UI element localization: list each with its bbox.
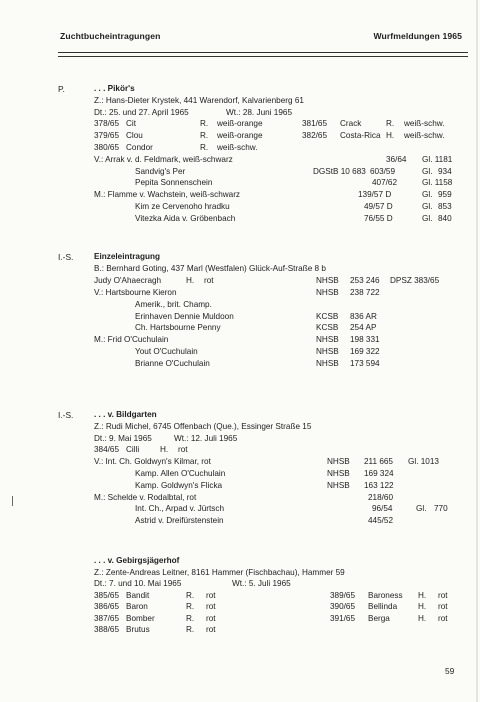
section-heading: . . . Pikör's bbox=[94, 84, 135, 93]
entry-text: Gl. bbox=[422, 202, 433, 211]
entry-text: Z.: Hans-Dieter Krystek, 441 Warendorf, Kalvarienberg 61 bbox=[94, 95, 304, 105]
entry-text: Sandvig's Per bbox=[135, 166, 186, 176]
entry-text: M.: Frid O'Cuchulain bbox=[94, 335, 169, 345]
entry-text: 163 122 bbox=[364, 480, 394, 490]
entry-text: V.: Hartsbourne Kieron bbox=[94, 287, 177, 297]
entry-text: KCSB bbox=[316, 311, 339, 321]
entry-text: 445/52 bbox=[368, 516, 394, 526]
entry-text: 169 322 bbox=[350, 347, 380, 357]
entry-text: H. bbox=[386, 131, 395, 141]
entry-text: R. bbox=[200, 131, 209, 141]
entry-text: 389/65 bbox=[330, 590, 356, 600]
header-rule-bottom bbox=[58, 56, 468, 57]
entry-text: Condor bbox=[126, 143, 153, 152]
entry-text: 384/65 bbox=[94, 445, 120, 455]
entry-text: Dt.: 7. und 10. Mai 1965 bbox=[94, 579, 182, 588]
entry-text: 238 722 bbox=[350, 287, 380, 297]
section-heading: . . . v. Bildgarten bbox=[94, 410, 157, 419]
entry-text: 603/59 bbox=[370, 166, 396, 176]
entry-text: Cilli bbox=[126, 445, 140, 455]
entry-text: NHSB bbox=[316, 359, 339, 369]
entry-text: NHSB bbox=[316, 335, 339, 345]
entry-text: R. bbox=[386, 119, 395, 129]
entry-text: DPSZ 383/65 bbox=[390, 275, 440, 285]
entry-text: 386/65 bbox=[94, 602, 120, 611]
entry-text: Brianne O'Cuchulain bbox=[135, 359, 210, 369]
entry-text: 853 bbox=[438, 202, 452, 211]
entry-text: R. bbox=[186, 590, 195, 600]
entry-text: Gl. bbox=[422, 213, 433, 223]
entry-text: 382/65 bbox=[302, 131, 328, 141]
entry-text: H. bbox=[418, 613, 427, 623]
entry-text: 173 594 bbox=[350, 359, 380, 369]
entry-text: 139/57 D bbox=[358, 190, 392, 200]
entry-text: 198 331 bbox=[350, 335, 380, 345]
entry-text: Cit bbox=[126, 119, 137, 129]
entry-text: Wt.: 12. Juli 1965 bbox=[174, 433, 238, 443]
entry-text: rot bbox=[206, 625, 216, 634]
entry-text: 934 bbox=[438, 166, 452, 176]
entry-text: Gl. 1181 bbox=[422, 154, 453, 164]
entry-text: Erinhaven Dennie Muldoon bbox=[135, 311, 234, 321]
section-tag: I.-S. bbox=[58, 410, 74, 420]
entry-text: Wt.: 28. Juni 1965 bbox=[226, 107, 292, 117]
entry-text: Baron bbox=[126, 602, 148, 611]
entry-text: Amerik., brit. Champ. bbox=[135, 299, 212, 309]
entry-text: 391/65 bbox=[330, 613, 356, 623]
entry-text: weiß-schw. bbox=[404, 119, 445, 129]
entry-text: 218/60 bbox=[368, 492, 394, 502]
entry-text: rot bbox=[206, 590, 216, 600]
entry-text: Vitezka Aida v. Gröbenbach bbox=[135, 213, 236, 223]
entry-text: 254 AP bbox=[350, 323, 377, 333]
entry-text: Pepita Sonnenschein bbox=[135, 178, 213, 188]
entry-text: H. bbox=[418, 602, 427, 611]
entry-text: weiß-schw. bbox=[404, 131, 445, 141]
entry-text: M.: Flamme v. Wachstein, weiß-schwarz bbox=[94, 190, 241, 200]
entry-text: weiß-schw. bbox=[217, 143, 258, 152]
entry-text: 76/55 D bbox=[364, 213, 393, 223]
section-heading: Einzeleintragung bbox=[94, 252, 160, 261]
entry-text: Dt.: 25. und 27. April 1965 bbox=[94, 107, 189, 117]
entry-text: 836 AR bbox=[350, 311, 377, 321]
entry-text: H. bbox=[160, 445, 169, 455]
entry-text: 840 bbox=[438, 213, 452, 223]
entry-text: Clou bbox=[126, 131, 143, 141]
entry-text: 390/65 bbox=[330, 602, 356, 611]
entry-text: 378/65 bbox=[94, 119, 120, 129]
entry-text: 770 bbox=[434, 504, 448, 514]
entry-text: Kamp. Allen O'Cuchulain bbox=[135, 469, 226, 478]
entry-text: Brutus bbox=[126, 625, 150, 634]
entry-text: 387/65 bbox=[94, 613, 120, 623]
entry-text: M.: Schelde v. Rodalbtal, rot bbox=[94, 492, 197, 502]
entry-text: H. bbox=[418, 590, 427, 600]
entry-text: Bandit bbox=[126, 590, 150, 600]
running-header-left: Zuchtbucheintragungen bbox=[60, 31, 161, 41]
section-tag: I.-S. bbox=[58, 252, 74, 262]
entry-text: B.: Bernhard Goting, 437 Marl (Westfalen) Glück-Auf-Straße 8 b bbox=[94, 263, 326, 273]
entry-text: Crack bbox=[340, 119, 362, 129]
entry-text: NHSB bbox=[316, 287, 339, 297]
entry-text: H. bbox=[186, 275, 195, 285]
entry-text: 407/62 bbox=[372, 178, 398, 188]
entry-text: Bomber bbox=[126, 613, 155, 623]
entry-text: weiß-orange bbox=[217, 131, 263, 141]
scan-edge bbox=[476, 0, 478, 702]
entry-text: Int. Ch., Arpad v. Jürtsch bbox=[135, 504, 225, 514]
entry-text: NHSB bbox=[316, 275, 339, 285]
entry-text: Kamp. Goldwyn's Flicka bbox=[135, 480, 223, 490]
entry-text: 253 246 bbox=[350, 275, 380, 285]
entry-text: DGStB 10 683 bbox=[313, 166, 366, 176]
entry-text: rot bbox=[438, 590, 448, 600]
entry-text: Baroness bbox=[368, 590, 403, 600]
entry-text: R. bbox=[200, 143, 209, 152]
entry-text: rot bbox=[438, 613, 448, 623]
entry-text: Astrid v. Dreifürstenstein bbox=[135, 516, 224, 526]
entry-text: NHSB bbox=[327, 480, 350, 490]
entry-text: rot bbox=[438, 602, 448, 611]
entry-text: R. bbox=[186, 625, 195, 634]
scan-margin-mark bbox=[12, 496, 13, 506]
entry-text: V.: Int. Ch. Goldwyn's Kilmar, rot bbox=[94, 457, 211, 467]
entry-text: Yout O'Cuchulain bbox=[135, 347, 198, 357]
section-heading: . . . v. Gebirgsjägerhof bbox=[94, 556, 180, 565]
entry-text: 388/65 bbox=[94, 625, 120, 634]
entry-text: V.: Arrak v. d. Feldmark, weiß-schwarz bbox=[94, 154, 233, 164]
entry-text: R. bbox=[186, 602, 195, 611]
entry-text: NHSB bbox=[327, 469, 350, 478]
entry-text: KCSB bbox=[316, 323, 339, 333]
entry-text: R. bbox=[186, 613, 195, 623]
entry-text: Gl. 1158 bbox=[422, 178, 453, 188]
entry-text: 959 bbox=[438, 190, 452, 200]
entry-text: 380/65 bbox=[94, 143, 120, 152]
entry-text: rot bbox=[178, 445, 188, 455]
entry-text: Gl. bbox=[422, 166, 433, 176]
entry-text: R. bbox=[200, 119, 209, 129]
page-number: 59 bbox=[445, 666, 455, 676]
entry-text: Ch. Hartsbourne Penny bbox=[135, 323, 221, 333]
entry-text: Costa-Rica bbox=[340, 131, 381, 141]
entry-text: Wt.: 5. Juli 1965 bbox=[232, 579, 291, 588]
entry-text: Judy O'Ahaecragh bbox=[94, 275, 162, 285]
entry-text: rot bbox=[206, 613, 216, 623]
running-header-right: Wurfmeldungen 1965 bbox=[373, 31, 462, 41]
entry-text: Dt.: 9. Mai 1965 bbox=[94, 433, 152, 443]
section-tag: P. bbox=[58, 84, 65, 94]
entry-text: 96/54 bbox=[372, 504, 393, 514]
entry-text: Gl. 1013 bbox=[408, 457, 439, 467]
entry-text: 211 665 bbox=[364, 457, 393, 467]
entry-text: 381/65 bbox=[302, 119, 328, 129]
entry-text: NHSB bbox=[316, 347, 339, 357]
entry-text: Z.: Rudi Michel, 6745 Offenbach (Que.), Essinger Straße 15 bbox=[94, 421, 312, 431]
entry-text: NHSB bbox=[327, 457, 350, 467]
entry-text: 36/64 bbox=[386, 154, 407, 164]
entry-text: rot bbox=[206, 602, 216, 611]
entry-text: Gl. bbox=[416, 504, 427, 514]
entry-text: 379/65 bbox=[94, 131, 120, 141]
entry-text: 385/65 bbox=[94, 590, 120, 600]
entry-text: Bellinda bbox=[368, 602, 398, 611]
entry-text: Z.: Zente-Andreas Leitner, 8161 Hammer (Fischbachau), Hammer 59 bbox=[94, 567, 345, 577]
header-rule-top bbox=[58, 52, 468, 53]
entry-text: Kim ze Cervenoho hradku bbox=[135, 202, 230, 211]
entry-text: Berga bbox=[368, 613, 390, 623]
entry-text: Gl. bbox=[422, 190, 433, 200]
entry-text: weiß-orange bbox=[217, 119, 263, 129]
entry-text: 169 324 bbox=[364, 469, 394, 478]
entry-text: 49/57 D bbox=[364, 202, 393, 211]
entry-text: rot bbox=[204, 275, 214, 285]
